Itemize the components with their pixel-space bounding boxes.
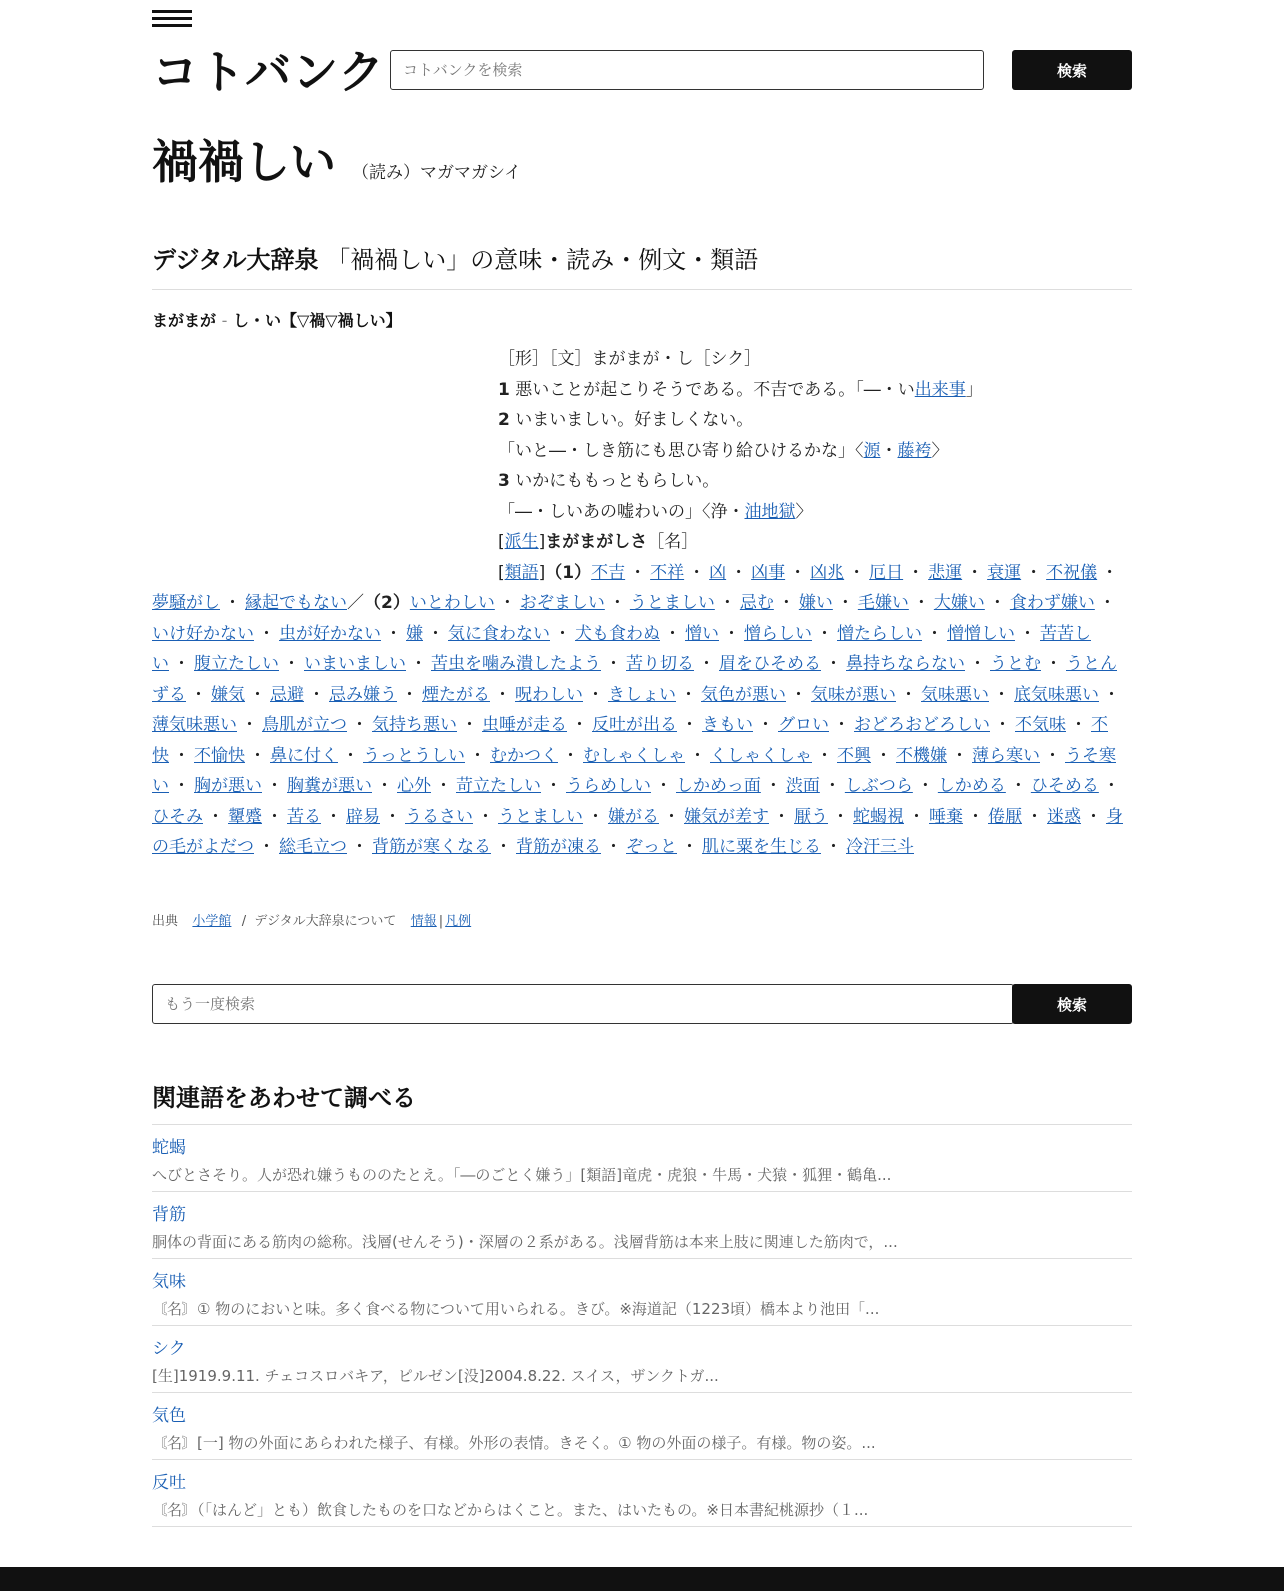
synonym-separator: ・ bbox=[384, 806, 401, 827]
synonym-separator: ・ bbox=[410, 654, 427, 674]
legend-link[interactable]: 凡例 bbox=[445, 914, 472, 929]
synonym-link[interactable]: 不祝儀 bbox=[1046, 562, 1098, 583]
synonym-separator: ・ bbox=[790, 684, 807, 705]
synonym-link[interactable]: 蛇蝎視 bbox=[853, 806, 904, 827]
search-bar bbox=[390, 50, 1132, 90]
synonym-link[interactable]: 胸糞が悪い bbox=[287, 776, 372, 796]
synonym-separator: ・ bbox=[249, 745, 266, 766]
synonym-separator: ・ bbox=[825, 837, 842, 857]
synonym-separator: ・ bbox=[967, 806, 984, 827]
headword bbox=[152, 308, 402, 331]
synonym-link[interactable]: ひそめる bbox=[1030, 776, 1099, 796]
synonym-link[interactable]: 凶 bbox=[709, 562, 727, 583]
related-description: 〘名〙（「はんど」とも）飲食したものを口などからはくこと。また、はいたもの。※日本書紀桃源抄（１... bbox=[152, 1501, 869, 1519]
sense-3-example bbox=[152, 497, 1132, 528]
synonym-separator: ・ bbox=[789, 562, 807, 583]
synonym-link[interactable]: グロい bbox=[778, 715, 829, 735]
dictionary-heading bbox=[152, 240, 1132, 290]
related-term-link[interactable]: 気色 bbox=[152, 1406, 186, 1426]
synonym-separator: ・ bbox=[836, 593, 854, 613]
synonym-separator: ・ bbox=[825, 654, 842, 674]
synonym-link[interactable]: 苦虫を噛み潰したよう bbox=[431, 654, 601, 674]
synonym-link[interactable]: うるさい bbox=[405, 806, 473, 827]
synonym-link[interactable]: 食わず嫌い bbox=[1009, 593, 1095, 613]
synonym-separator: ・ bbox=[207, 806, 224, 827]
search-again-button[interactable]: 検索 bbox=[1012, 984, 1132, 1024]
grammar-line: ［形］［文］まがまが・し［シク］ bbox=[498, 349, 762, 369]
synonym-link[interactable]: ひそみ bbox=[152, 806, 203, 827]
synonym-link[interactable]: 気持ち悪い bbox=[372, 715, 457, 735]
synonym-link[interactable]: 顰蹙 bbox=[228, 806, 262, 827]
synonym-separator: ・ bbox=[832, 806, 849, 827]
synonym-separator: ・ bbox=[773, 806, 790, 827]
synonym-separator: ・ bbox=[988, 593, 1006, 613]
synonym-link[interactable]: 気味悪い bbox=[921, 684, 989, 705]
synonym-link[interactable]: 忌避 bbox=[270, 684, 304, 705]
synonym-link[interactable]: 肌に粟を生じる bbox=[702, 837, 821, 857]
synonym-link[interactable]: うとましい bbox=[629, 593, 715, 613]
related-description: 〘名〙[一] 物の外面にあらわれた様子、有様。外形の表情。きそく。① 物の外面の様子。有様。物の姿。... bbox=[152, 1434, 876, 1452]
sense-2-example bbox=[152, 436, 1132, 467]
synonym-separator: ・ bbox=[258, 837, 275, 857]
synonym-link[interactable]: 薄気味悪い bbox=[152, 715, 237, 735]
synonym-separator: ・ bbox=[777, 593, 795, 613]
synonym-link[interactable]: いまいましい bbox=[304, 654, 406, 674]
synonym-link[interactable]: 不気味 bbox=[1015, 715, 1066, 735]
synonym-link[interactable]: 嫌気 bbox=[211, 684, 245, 705]
synonym-separator: ・ bbox=[498, 593, 516, 613]
synonym-separator: ・ bbox=[698, 654, 715, 674]
related-term-link[interactable]: 反吐 bbox=[152, 1473, 186, 1493]
synonym-link[interactable]: 眉をひそめる bbox=[719, 654, 821, 674]
synonym-list-2 bbox=[152, 593, 1124, 857]
sense-text: 悪いことが起こりそうである。不吉である。「―・い bbox=[515, 379, 915, 400]
synonym-separator: ・ bbox=[655, 776, 672, 796]
example-dot: ・ bbox=[880, 440, 898, 461]
bracket-close: ] bbox=[538, 532, 546, 552]
synonym-link[interactable]: しぶつら bbox=[844, 776, 913, 796]
sense-1 bbox=[152, 375, 1132, 406]
synonym-separator: ・ bbox=[376, 776, 393, 796]
synonym-link[interactable]: 嫌気が差す bbox=[684, 806, 769, 827]
site-logo[interactable]: コトバンク bbox=[152, 45, 386, 99]
related-description: [生]1919.9.11. チェコスロバキア，ピルゼン[没]2004.8.22. スイス，ザンクトガ... bbox=[152, 1367, 719, 1385]
synonym-separator: ・ bbox=[562, 745, 579, 766]
synonym-link[interactable]: 凶兆 bbox=[810, 562, 845, 583]
dictionary-subheading: 「禍禍しい」の意味・読み・例文・類語 bbox=[326, 246, 759, 274]
synonym-link[interactable]: 不興 bbox=[837, 745, 871, 766]
synonym-link[interactable]: 迷惑 bbox=[1047, 806, 1081, 827]
synonym-separator: ・ bbox=[689, 745, 706, 766]
synonym-link[interactable]: 不祥 bbox=[650, 562, 685, 583]
related-description: 〘名〙① 物のにおいと味。多く食べる物について用いられる。きび。※海道記（1223頃）橋本より池田「... bbox=[152, 1300, 880, 1318]
source-credit bbox=[152, 910, 473, 929]
example-text: 「いと―・しき筋にも思ひ寄り給ひけるかな」〈 bbox=[498, 440, 864, 461]
synonym-separator: ・ bbox=[173, 776, 190, 796]
synonym-separator: ・ bbox=[173, 745, 190, 766]
source-slash: / bbox=[241, 914, 247, 929]
synonym-separator: ・ bbox=[681, 715, 698, 735]
synonym-separator: ・ bbox=[608, 593, 626, 613]
synonym-separator: ・ bbox=[664, 623, 681, 644]
synonym-link[interactable]: 苦苦しい bbox=[152, 623, 1091, 674]
synonym-separator: ・ bbox=[994, 715, 1011, 735]
synonym-separator: ・ bbox=[1026, 806, 1043, 827]
synonym-separator: ・ bbox=[680, 684, 697, 705]
synonym-separator: ・ bbox=[427, 623, 444, 644]
synonym-separator: ・ bbox=[916, 776, 934, 796]
example-link-fujibakama[interactable]: 藤袴 bbox=[897, 440, 932, 461]
synonym-link[interactable]: しかめる bbox=[937, 776, 1006, 796]
sense-number: 2 bbox=[498, 410, 510, 430]
synonym-link[interactable]: うとんずる bbox=[152, 654, 1117, 705]
synonym-separator: ・ bbox=[258, 623, 275, 644]
related-item bbox=[152, 1460, 1132, 1527]
synonym-link[interactable]: 背筋が寒くなる bbox=[372, 837, 491, 857]
synonym-separator: ・ bbox=[571, 715, 588, 735]
synonym-separator: ・ bbox=[688, 562, 706, 583]
synonym-separator: ・ bbox=[587, 806, 604, 827]
synonym-separator: ・ bbox=[816, 623, 833, 644]
synonym-link[interactable]: 凶事 bbox=[751, 562, 786, 583]
synonym-separator: ・ bbox=[1019, 623, 1036, 644]
synonym-link[interactable]: 気色が悪い bbox=[701, 684, 786, 705]
synonym-link[interactable]: 嫌がる bbox=[608, 806, 659, 827]
headword-kana: まがまが bbox=[152, 311, 217, 330]
synonym-separator: ・ bbox=[283, 654, 300, 674]
synonym-link[interactable]: 苦る bbox=[287, 806, 321, 827]
synonym-separator: ・ bbox=[1098, 593, 1116, 613]
synonym-link[interactable]: 気に食わない bbox=[448, 623, 550, 644]
synonym-link[interactable]: 背筋が凍る bbox=[516, 837, 601, 857]
derived-word: まがまがしさ bbox=[545, 532, 648, 552]
publisher-link[interactable]: 小学館 bbox=[192, 914, 232, 929]
dictionary-name: デジタル大辞泉 bbox=[152, 246, 319, 274]
synonym-separator: ・ bbox=[900, 684, 917, 705]
synonym-separator: ・ bbox=[351, 837, 368, 857]
synonym-link[interactable]: うらめしい bbox=[566, 776, 651, 796]
synonym-link[interactable]: 忌み嫌う bbox=[329, 684, 397, 705]
synonym-link[interactable]: 悲運 bbox=[928, 562, 963, 583]
related-item bbox=[152, 1326, 1132, 1393]
search-input[interactable] bbox=[390, 50, 984, 90]
definition-body bbox=[152, 344, 1132, 863]
synonym-separator: ・ bbox=[764, 776, 782, 796]
synonym-separator: ・ bbox=[1102, 776, 1120, 796]
source-label: 出典 bbox=[152, 914, 179, 929]
synonym-separator: ・ bbox=[495, 837, 512, 857]
footer-bar bbox=[0, 1567, 1284, 1591]
synonym-link[interactable]: 大嫌い bbox=[933, 593, 985, 613]
info-link[interactable]: 情報 bbox=[410, 914, 437, 929]
search-again-input[interactable] bbox=[152, 984, 1014, 1024]
synonym-separator: ・ bbox=[629, 562, 647, 583]
synonym-link[interactable]: 心外 bbox=[397, 776, 431, 796]
synonym-link[interactable]: 不快 bbox=[152, 715, 1108, 766]
page-title: 禍禍しい bbox=[152, 135, 336, 189]
synonym-link[interactable]: 毛嫌い bbox=[857, 593, 909, 613]
synonym-link[interactable]: 底気味悪い bbox=[1014, 684, 1099, 705]
synonym-separator: ・ bbox=[833, 715, 850, 735]
source-about: デジタル大辞泉について bbox=[254, 914, 397, 929]
bracket-open: [ bbox=[498, 562, 505, 583]
sense-close: 」 bbox=[965, 379, 983, 400]
synonym-separator: ・ bbox=[342, 745, 359, 766]
related-item bbox=[152, 1125, 1132, 1192]
synonym-link[interactable]: きもい bbox=[702, 715, 753, 735]
synonym-link[interactable]: うそ寒い bbox=[152, 745, 1116, 796]
related-item bbox=[152, 1259, 1132, 1326]
synonym-separator: ・ bbox=[494, 684, 511, 705]
group-separator: ／ bbox=[347, 593, 364, 613]
synonym-link[interactable]: 総毛立つ bbox=[279, 837, 347, 857]
synonym-link[interactable]: 鼻に付く bbox=[270, 745, 338, 766]
synonym-link[interactable]: 冷汗三斗 bbox=[846, 837, 914, 857]
synonym-separator: ・ bbox=[469, 745, 486, 766]
synonym-separator: ・ bbox=[249, 684, 266, 705]
synonym-separator: ・ bbox=[823, 776, 841, 796]
synonym-separator: ・ bbox=[1101, 562, 1119, 583]
synonym-separator: ・ bbox=[1085, 806, 1102, 827]
synonym-group-1: （1） bbox=[545, 562, 592, 583]
related-term-link[interactable]: 気味 bbox=[152, 1272, 186, 1292]
synonym-link[interactable]: うとましい bbox=[498, 806, 583, 827]
synonym-link[interactable]: 忌む bbox=[739, 593, 774, 613]
synonym-separator: ・ bbox=[605, 837, 622, 857]
synonym-separator: ・ bbox=[190, 684, 207, 705]
synonym-separator: ・ bbox=[757, 715, 774, 735]
synonym-group-2: （2） bbox=[364, 593, 410, 613]
synonym-separator: ・ bbox=[385, 623, 402, 644]
synonym-link[interactable]: 辟易 bbox=[346, 806, 380, 827]
synonym-link[interactable]: 身の毛がよだつ bbox=[152, 806, 1123, 857]
derived-pos: ［名］ bbox=[647, 532, 699, 552]
synonyms-label-link[interactable]: 類語 bbox=[504, 562, 539, 583]
related-heading: 関連語をあわせて調べる bbox=[152, 1084, 416, 1112]
synonym-separator: ・ bbox=[545, 776, 562, 796]
synonym-separator: ・ bbox=[969, 654, 986, 674]
sense-2 bbox=[152, 405, 1132, 436]
example-text: 「―・しいあの嘘わいの」〈浄・ bbox=[498, 501, 745, 522]
synonym-separator: ・ bbox=[266, 806, 283, 827]
sense-number: 1 bbox=[498, 379, 510, 400]
synonym-separator: ・ bbox=[663, 806, 680, 827]
related-term-link[interactable]: 蛇蝎 bbox=[152, 1138, 186, 1158]
sense-link[interactable]: 出来事 bbox=[914, 379, 966, 400]
related-description: へびとさそり。人が恐れ嫌うもののたとえ。「―のごとく嫌う」[類語]竜虎・虎狼・牛馬・犬猿・狐狸・鶴亀... bbox=[152, 1166, 892, 1184]
synonym-link[interactable]: 薄ら寒い bbox=[972, 745, 1040, 766]
synonym-link[interactable]: 腹立たしい bbox=[194, 654, 279, 674]
synonym-separator: ・ bbox=[912, 593, 930, 613]
synonym-separator: ・ bbox=[908, 806, 925, 827]
synonym-separator: ・ bbox=[435, 776, 452, 796]
synonym-separator: ・ bbox=[587, 684, 604, 705]
synonym-link[interactable]: 夢騒がし bbox=[152, 593, 220, 613]
sense-text: いまいましい。好ましくない。 bbox=[515, 410, 754, 430]
synonym-separator: ・ bbox=[554, 623, 571, 644]
synonym-link[interactable]: 気味が悪い bbox=[811, 684, 896, 705]
synonym-separator: ・ bbox=[351, 715, 368, 735]
search-again-bar bbox=[152, 984, 1132, 1024]
synonym-separator: ・ bbox=[907, 562, 925, 583]
synonym-link[interactable]: 鳥肌が立つ bbox=[262, 715, 347, 735]
synonym-separator: ・ bbox=[308, 684, 325, 705]
example-close: 〉 bbox=[931, 440, 949, 461]
bracket-open: [ bbox=[498, 532, 505, 552]
synonym-separator: ・ bbox=[875, 745, 892, 766]
synonym-link[interactable]: 嫌 bbox=[406, 623, 423, 644]
sense-3 bbox=[152, 466, 1132, 497]
example-close: 〉 bbox=[795, 501, 813, 522]
synonym-link[interactable]: 胸が悪い bbox=[194, 776, 262, 796]
synonym-separator: ・ bbox=[816, 745, 833, 766]
synonym-separator: ・ bbox=[477, 806, 494, 827]
sense-number: 3 bbox=[498, 471, 510, 491]
bracket-close: ] bbox=[538, 562, 546, 583]
synonym-separator: ・ bbox=[681, 837, 698, 857]
synonym-link[interactable]: 不機嫌 bbox=[896, 745, 947, 766]
synonyms-block bbox=[152, 558, 1132, 863]
synonym-link[interactable]: 反吐が出る bbox=[592, 715, 677, 735]
synonym-link[interactable]: きしょい bbox=[608, 684, 676, 705]
search-button[interactable]: 検索 bbox=[1012, 50, 1132, 90]
synonym-link[interactable]: 憎らしい bbox=[744, 623, 812, 644]
related-item bbox=[152, 1192, 1132, 1259]
synonym-link[interactable]: 唾棄 bbox=[929, 806, 963, 827]
derived-label-link[interactable]: 派生 bbox=[504, 532, 539, 552]
synonym-link[interactable]: 呪わしい bbox=[515, 684, 583, 705]
synonym-link[interactable]: 不吉 bbox=[591, 562, 626, 583]
synonym-link[interactable]: いとわしい bbox=[409, 593, 495, 613]
synonym-separator: ・ bbox=[951, 745, 968, 766]
synonym-link[interactable]: 縁起でもない bbox=[245, 593, 347, 613]
related-list bbox=[152, 1124, 1132, 1527]
synonym-link[interactable]: おどろおどろしい bbox=[854, 715, 990, 735]
synonym-link[interactable]: 憎たらしい bbox=[837, 623, 922, 644]
synonym-link[interactable]: 厭う bbox=[794, 806, 828, 827]
synonym-link[interactable]: 憎い bbox=[685, 623, 719, 644]
synonym-separator: ・ bbox=[461, 715, 478, 735]
synonym-link[interactable]: 憎憎しい bbox=[947, 623, 1015, 644]
synonym-link[interactable]: うとむ bbox=[990, 654, 1041, 674]
synonym-link[interactable]: 倦厭 bbox=[988, 806, 1022, 827]
synonym-separator: ・ bbox=[848, 562, 866, 583]
related-item bbox=[152, 1393, 1132, 1460]
synonym-separator: ・ bbox=[1025, 562, 1043, 583]
synonym-link[interactable]: 苛立たしい bbox=[456, 776, 541, 796]
reading: （読み）マガマガシイ bbox=[352, 163, 522, 183]
synonym-separator: ・ bbox=[993, 684, 1010, 705]
synonym-separator: ・ bbox=[1044, 745, 1061, 766]
synonym-separator: ・ bbox=[966, 562, 984, 583]
synonym-separator: ・ bbox=[723, 623, 740, 644]
synonym-separator: ・ bbox=[1009, 776, 1027, 796]
synonym-link[interactable]: おぞましい bbox=[519, 593, 605, 613]
synonym-link[interactable]: いけ好かない bbox=[152, 623, 254, 644]
synonym-separator: ・ bbox=[1070, 715, 1087, 735]
derived-line bbox=[152, 527, 1132, 558]
synonym-link[interactable]: 衰運 bbox=[987, 562, 1022, 583]
synonym-link[interactable]: ぞっと bbox=[626, 837, 677, 857]
synonym-link[interactable]: 虫唾が走る bbox=[482, 715, 567, 735]
synonym-separator: ・ bbox=[173, 654, 190, 674]
source-pipe: | bbox=[438, 914, 444, 929]
synonym-link[interactable]: 不愉快 bbox=[194, 745, 245, 766]
synonym-separator: ・ bbox=[401, 684, 418, 705]
synonym-link[interactable]: むしゃくしゃ bbox=[583, 745, 685, 766]
synonym-link[interactable]: 嫌い bbox=[798, 593, 833, 613]
synonym-link[interactable]: 厄日 bbox=[869, 562, 904, 583]
related-description: 胴体の背面にある筋肉の総称。浅層(せんそう)・深層の２系がある。浅層背筋は本来上肢に関連した筋肉で，... bbox=[152, 1233, 898, 1251]
synonym-link[interactable]: しかめっ面 bbox=[676, 776, 761, 796]
synonym-link[interactable]: 虫が好かない bbox=[279, 623, 381, 644]
headword-separator: - bbox=[221, 311, 228, 330]
entry-heading bbox=[152, 126, 521, 192]
synonym-link[interactable]: うっとうしい bbox=[363, 745, 465, 766]
sense-text: いかにももっともらしい。 bbox=[515, 471, 720, 491]
synonym-link[interactable]: 煙たがる bbox=[422, 684, 490, 705]
example-link-abura-jigoku[interactable]: 油地獄 bbox=[744, 501, 796, 522]
hamburger-menu-icon[interactable] bbox=[152, 10, 192, 32]
synonym-separator: ・ bbox=[241, 715, 258, 735]
synonym-separator: ・ bbox=[605, 654, 622, 674]
synonym-separator: ・ bbox=[1045, 654, 1062, 674]
synonym-separator: ・ bbox=[224, 593, 241, 613]
synonym-separator: ・ bbox=[718, 593, 736, 613]
related-term-link[interactable]: シク bbox=[152, 1339, 186, 1359]
synonym-link[interactable]: 渋面 bbox=[785, 776, 820, 796]
synonym-separator: ・ bbox=[730, 562, 748, 583]
synonym-separator: ・ bbox=[926, 623, 943, 644]
synonym-link[interactable]: 鼻持ちならない bbox=[846, 654, 965, 674]
example-link-genji[interactable]: 源 bbox=[863, 440, 881, 461]
synonym-link[interactable]: くしゃくしゃ bbox=[710, 745, 812, 766]
synonym-link[interactable]: 犬も食わぬ bbox=[575, 623, 660, 644]
synonym-link[interactable]: むかつく bbox=[490, 745, 558, 766]
synonym-separator: ・ bbox=[1103, 684, 1120, 705]
synonym-separator: ・ bbox=[325, 806, 342, 827]
synonym-link[interactable]: 苦り切る bbox=[626, 654, 694, 674]
synonym-separator: ・ bbox=[266, 776, 283, 796]
headword-rest: し・い【▽禍▽禍しい】 bbox=[232, 311, 402, 330]
related-term-link[interactable]: 背筋 bbox=[152, 1205, 186, 1225]
